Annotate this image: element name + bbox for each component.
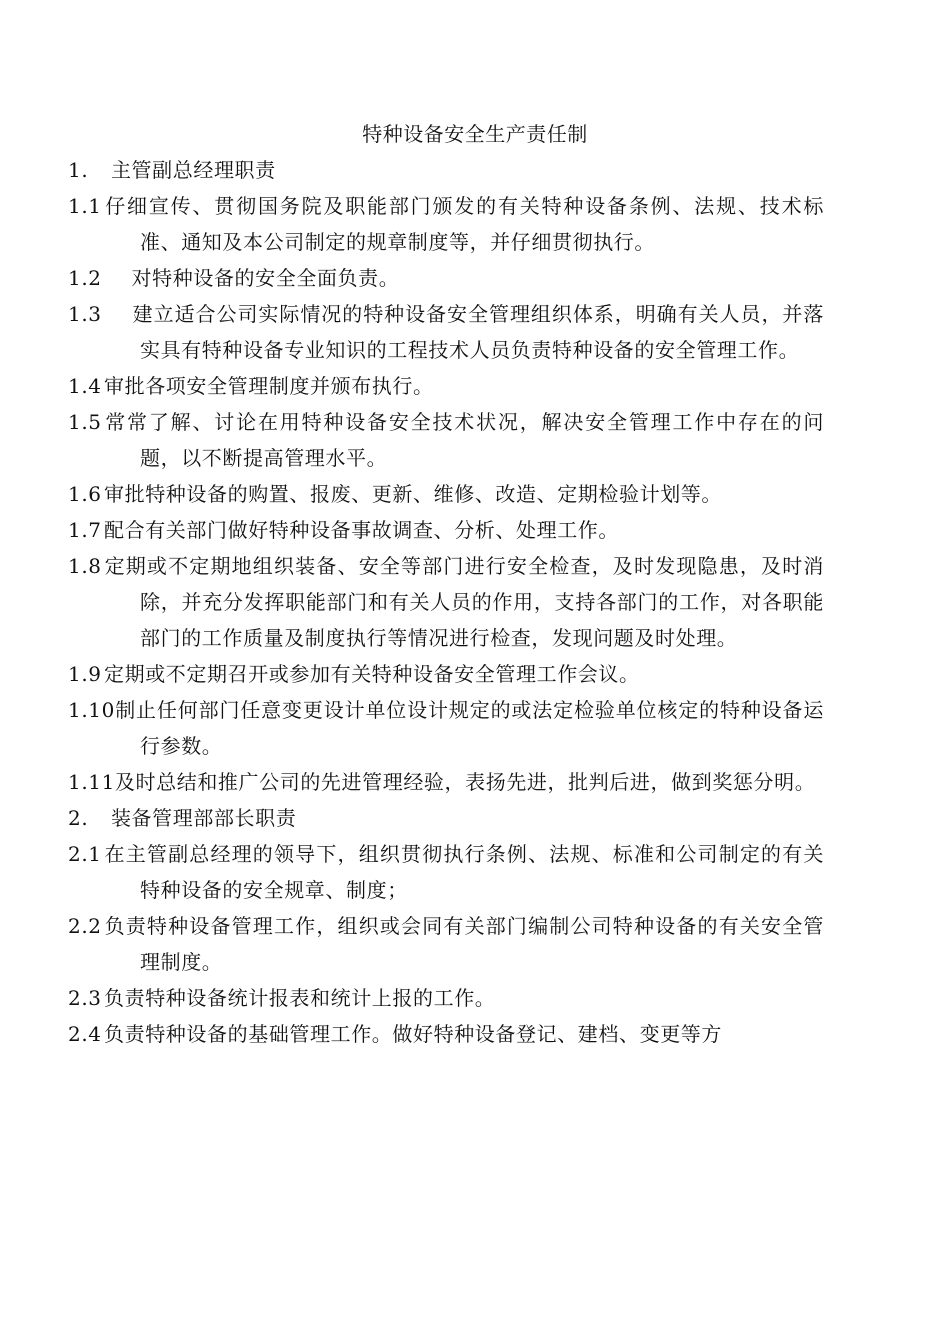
paragraph-text: 常常了解、讨论在用特种设备安全技术状况，解决安全管理工作中存在的问题，以不断提高管理水平。 xyxy=(104,410,824,470)
paragraph-text: 及时总结和推广公司的先进管理经验，表扬先进，批判后进，做到奖惩分明。 xyxy=(114,770,816,794)
paragraph-text: 建立适合公司实际情况的特种设备安全管理组织体系，明确有关人员，并落实具有特种设备专业知识的工程技术人员负责特种设备的安全管理工作。 xyxy=(104,302,824,362)
paragraph: 1.2 对特种设备的安全全面负责。 xyxy=(68,266,400,290)
paragraph-text: 定期或不定期召开或参加有关特种设备安全管理工作会议。 xyxy=(104,662,640,686)
paragraph: 1.5 常常了解、讨论在用特种设备安全技术状况，解决安全管理工作中存在的问题，以不断提高管理水平。 xyxy=(68,410,824,470)
paragraph: 2.1 在主管副总经理的领导下，组织贯彻执行条例、法规、标准和公司制定的有关特种设备的安全规章、制度； xyxy=(68,842,824,902)
paragraph-text: 配合有关部门做好特种设备事故调查、分析、处理工作。 xyxy=(104,518,619,542)
paragraph: 2. 装备管理部部长职责 xyxy=(68,806,297,830)
paragraph: 2.4 负责特种设备的基础管理工作。做好特种设备登记、建档、变更等方 xyxy=(68,1022,722,1046)
paragraph: 2.2 负责特种设备管理工作，组织或会同有关部门编制公司特种设备的有关安全管理制度。 xyxy=(68,914,824,974)
paragraph-text: 负责特种设备的基础管理工作。做好特种设备登记、建档、变更等方 xyxy=(104,1022,722,1046)
paragraph xyxy=(68,764,824,800)
paragraph-text: 在主管副总经理的领导下，组织贯彻执行条例、法规、标准和公司制定的有关特种设备的安全规章、制度； xyxy=(104,842,824,902)
paragraph: 1.9 定期或不定期召开或参加有关特种设备安全管理工作会议。 xyxy=(68,662,640,686)
paragraph: 1.7 配合有关部门做好特种设备事故调查、分析、处理工作。 xyxy=(68,518,619,542)
paragraph-text: 负责特种设备管理工作，组织或会同有关部门编制公司特种设备的有关安全管理制度。 xyxy=(104,914,824,974)
paragraph: 1.1 仔细宣传、贯彻国务院及职能部门颁发的有关特种设备条例、法规、技术标准、通知及本公司制定的规章制度等，并仔细贯彻执行。 xyxy=(68,194,824,254)
paragraph: 1.6 审批特种设备的购置、报废、更新、维修、改造、定期检验计划等。 xyxy=(68,482,722,506)
paragraph-text: 对特种设备的安全全面负责。 xyxy=(104,266,400,290)
paragraph: 2.3 负责特种设备统计报表和统计上报的工作。 xyxy=(68,986,496,1010)
paragraph: 1.3 建立适合公司实际情况的特种设备安全管理组织体系，明确有关人员，并落实具有特种设备专业知识的工程技术人员负责特种设备的安全管理工作。 xyxy=(68,302,824,362)
paragraph-text: 定期或不定期地组织装备、安全等部门进行安全检查，及时发现隐患，及时消除，并充分发挥职能部门和有关人员的作用，支持各部门的工作，对各职能部门的工作质量及制度执行等情况进行检查，发现问题及时处理。 xyxy=(104,554,824,650)
paragraph xyxy=(68,692,824,764)
paragraph-text: 负责特种设备统计报表和统计上报的工作。 xyxy=(104,986,496,1010)
paragraph-text: 仔细宣传、贯彻国务院及职能部门颁发的有关特种设备条例、法规、技术标准、通知及本公司制定的规章制度等，并仔细贯彻执行。 xyxy=(104,194,824,254)
paragraph-text: 审批各项安全管理制度并颁布执行。 xyxy=(104,374,434,398)
paragraph: 1.8 定期或不定期地组织装备、安全等部门进行安全检查，及时发现隐患，及时消除，并充分发挥职能部门和有关人员的作用，支持各部门的工作，对各职能部门的工作质量及制度执行等情况进行检查，发现问题及时处理。 xyxy=(68,554,824,650)
paragraph-number: 1.11 xyxy=(68,770,115,794)
paragraph: 1. 主管副总经理职责 xyxy=(68,158,276,182)
paragraph: 1.4 审批各项安全管理制度并颁布执行。 xyxy=(68,374,434,398)
paragraph-text: 装备管理部部长职责 xyxy=(104,806,297,830)
document-body xyxy=(68,152,824,1052)
paragraph-text: 主管副总经理职责 xyxy=(104,158,276,182)
paragraph-number: 1.10 xyxy=(68,698,115,722)
paragraph-text: 审批特种设备的购置、报废、更新、维修、改造、定期检验计划等。 xyxy=(104,482,722,506)
paragraph-text: 制止任何部门任意变更设计单位设计规定的或法定检验单位核定的特种设备运行参数。 xyxy=(114,698,824,758)
document-title: 特种设备安全生产责任制 xyxy=(362,122,588,146)
